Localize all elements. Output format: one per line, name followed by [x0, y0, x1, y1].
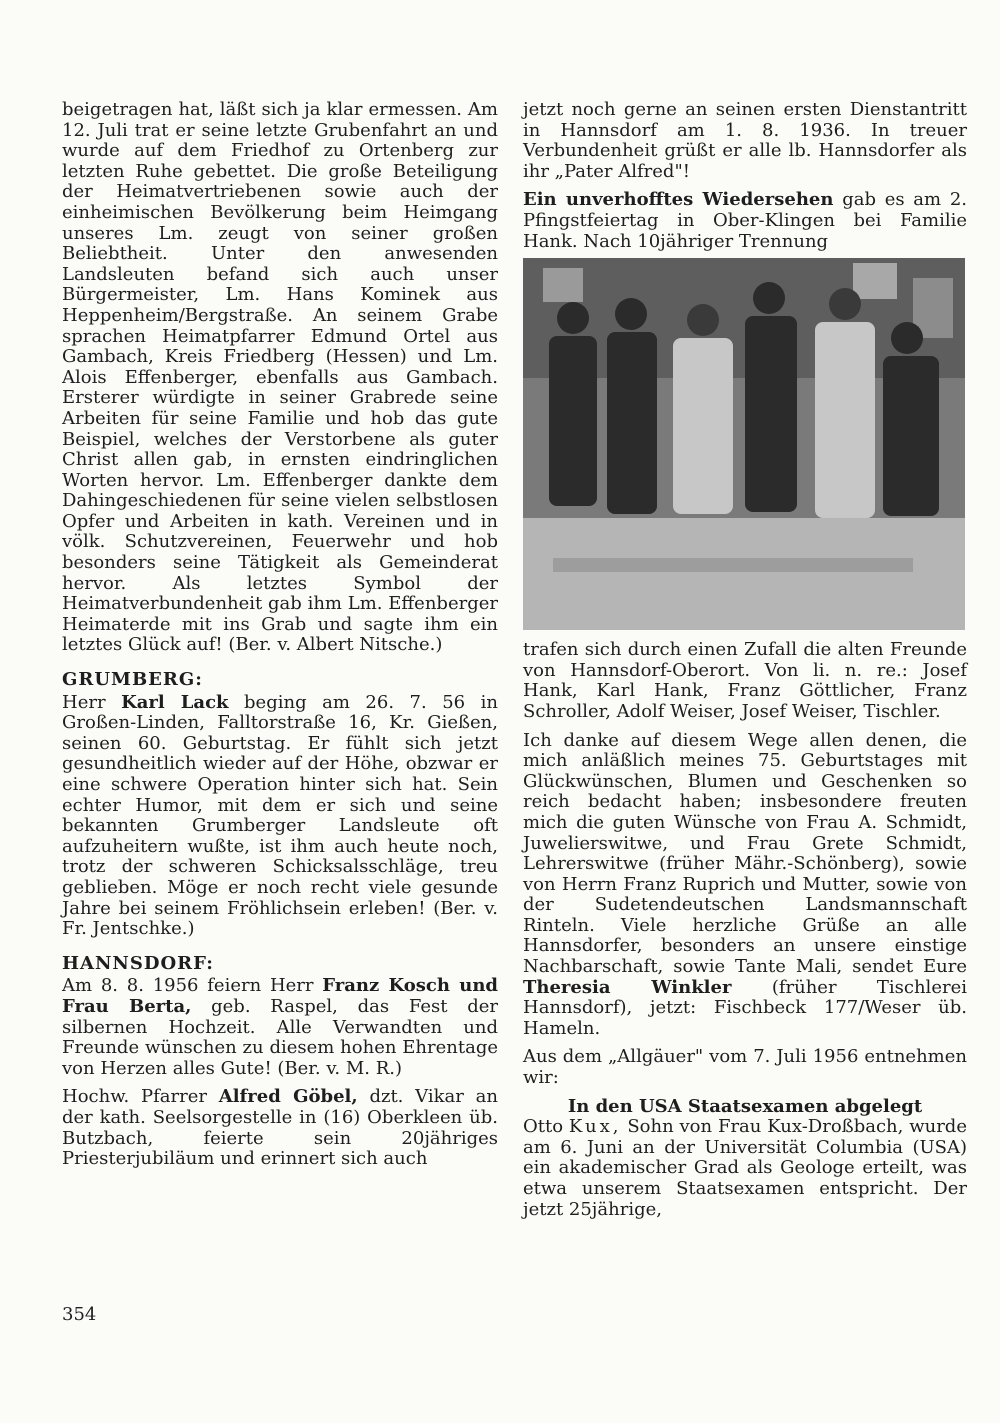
- exam-text-rest: Sohn von Frau Kux-Droßbach, wurde am 6. Juni an der Universität Columbia (USA) ein akademischer Grad als Geologe erteilt, was etwa unserem Staatsexamen entspricht. Der jetzt 25jährige,: [523, 1116, 967, 1220]
- exam-paragraph: [523, 1117, 967, 1220]
- grumberg-text-start: Herr: [62, 691, 106, 713]
- obituary-paragraph: beigetragen hat, läßt sich ja klar ermessen. Am 12. Juli trat er seine letzte Grubenfahrt an und wurde auf dem Friedhof zu Ortenberg zur letzten Ruhe gebettet. Die große Beteiligung der Heimatvertriebenen sowie auch der einheimischen Bevölkerung beim Heimgang unseres Lm. zeugt von seiner großen Beliebtheit. Unter den anwesenden Landsleuten befand sich auch unser Bürgermeister, Lm. Hans Kominek aus Heppenheim/Bergstraße. An seinem Grabe sprachen Heimatpfarrer Edmund Ortel aus Gambach, Kreis Friedberg (Hessen) und Lm. Alois Effenberger, ebenfalls aus Gambach. Ersterer würdigte in seiner Grabrede seine Arbeiten für seine Familie und hob das gute Beispiel, welches der Verstorbene als guter Christ allen gab, in ernsten eindringlichen Worten hervor. Lm. Effenberger dankte dem Dahingeschiedenen für seine vielen selbstlosen Opfer und Arbeiten in kath. Vereinen und in völk. Schutzvereinen, Feuerwehr und hob besonders seine Tätigkeit als Gemeinderat hervor. Als letztes Symbol der Heimatverbundenheit gab ihm Lm. Effenberger Heimaterde mit ins Grab und sagte ihm ein letztes Glück auf! (Ber. v. Albert Nitsche.): [62, 99, 498, 656]
- grumberg-person-name: Karl Lack: [121, 691, 229, 713]
- grumberg-text-rest: beging am 26. 7. 56 in Großen-Linden, Falltorstraße 16, Kr. Gießen, seinen 60. Geburtstag. Er fühlt sich jetzt gesundheitlich wieder auf der Höhe, obzwar er eine schwere Operation hinter sich hat. Sein echter Humor, mit dem er sich und seine bekannten Grumberger Landsleute oft aufzuheitern wußte, ist ihm auch heute noch, trotz der schweren Schicksalsschläge, treu geblieben. Möge er noch recht viele gesunde Jahre bei seinem Fröhlichsein erleben! (Ber. v. Fr. Jentschke.): [62, 691, 498, 940]
- page-number: 354: [62, 1304, 97, 1325]
- allgaeuer-intro: Aus dem „Allgäuer" vom 7. Juli 1956 entnehmen wir:: [523, 1046, 967, 1089]
- article-subheading: In den USA Staatsexamen abgelegt: [567, 1095, 923, 1117]
- grumberg-paragraph: [62, 693, 498, 940]
- photo-caption: trafen sich durch einen Zufall die alten Freunde von Hannsdorf-Oberort. Von li. n. re.: Josef Hank, Karl Hank, Franz Göttlicher, Franz Schroller, Adolf Weiser, Josef Weiser, Tischler.: [523, 639, 967, 722]
- left-column: [62, 100, 498, 1178]
- exam-person-name: Kux,: [568, 1116, 622, 1138]
- group-photo: [523, 258, 965, 630]
- hannsdorf-wedding-paragraph: [62, 976, 498, 1079]
- section-heading-grumberg: GRUMBERG:: [62, 669, 203, 691]
- wedding-text-start: Am 8. 8. 1956 feiern Herr: [62, 975, 314, 997]
- thanks-signatory: Theresia Winkler: [523, 976, 732, 998]
- reunion-paragraph: [523, 190, 967, 252]
- priest-text-rest: dzt. Vikar an der kath. Seelsorgestelle in (16) Oberkleen üb. Butzbach, feierte sein 20jähriges Priesterjubiläum und erinnert sich auch: [62, 1086, 498, 1170]
- thanks-paragraph: [523, 731, 967, 1040]
- hannsdorf-priest-paragraph: [62, 1087, 498, 1169]
- thanks-text-rest: (früher Tischlerei Hannsdorf), jetzt: Fischbeck 177/Weser üb. Hameln.: [523, 976, 967, 1039]
- priest-paragraph-continued: jetzt noch gerne an seinen ersten Dienstantritt in Hannsdorf am 1. 8. 1936. In treuer Verbundenheit grüßt er alle lb. Hannsdorfer als ihr „Pater Alfred"!: [523, 99, 967, 182]
- right-column: [523, 100, 967, 1228]
- wedding-text-rest: geb. Raspel, das Fest der silbernen Hochzeit. Alle Verwandten und Freunde wünschen zu diesem hohen Ehrentage von Herzen alles Gute! (Ber. v. M. R.): [62, 995, 498, 1079]
- reunion-headline: Ein unverhofftes Wiedersehen: [523, 189, 834, 211]
- group-photo-image: [523, 258, 965, 630]
- exam-text-start: Otto: [523, 1116, 564, 1138]
- thanks-text-start: Ich danke auf diesem Wege allen denen, die mich anläßlich meines 75. Geburtstages mit Glückwünschen, Blumen und Geschenken so reich bedacht haben; insbesondere freuten mich die guten Wünsche von Frau A. Schmidt, Juwelierswitwe, und Frau Grete Schmidt, Lehrerswitwe (früher Mähr.-Schönberg), sowie von Herrn Franz Ruprich und Mutter, sowie von der Sudetendeutschen Landsmannschaft Rinteln. Viele herzliche Grüße an alle Hannsdorfer, besonders an unsere einstige Nachbarschaft, sowie Tante Mali, sendet Eure: [523, 729, 967, 978]
- reunion-text: gab es am 2. Pfingstfeiertag in Ober-Klingen bei Familie Hank. Nach 10jähriger Trennung: [523, 189, 968, 252]
- priest-name: Alfred Göbel,: [218, 1086, 358, 1108]
- priest-text-start: Hochw. Pfarrer: [62, 1086, 207, 1108]
- section-heading-hannsdorf: HANNSDORF:: [62, 952, 214, 974]
- wedding-names: Franz Kosch und Frau Berta,: [62, 975, 498, 1017]
